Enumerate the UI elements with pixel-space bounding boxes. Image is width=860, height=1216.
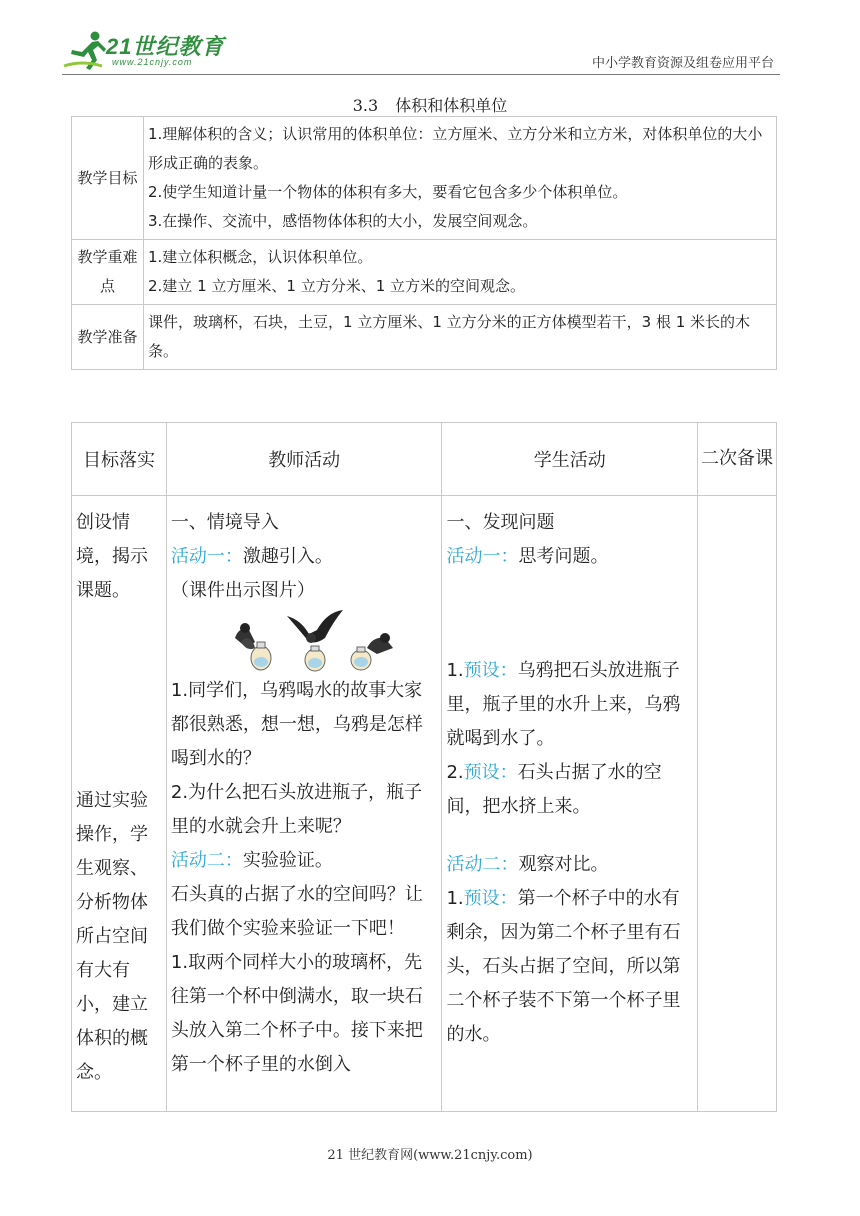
answer-tag: 预设： (463, 888, 518, 909)
paragraph-text: 1.取两个同样大小的玻璃杯，先往第一个杯中倒满水，取一块石头放入第二个杯子中。接下来把第一个杯子里的水倒入 (170, 952, 423, 1075)
info-label: 教学准备 (72, 305, 144, 370)
goal-text: 通过实验操作，学生观察、分析物体所占空间有大有小，建立体积的概念。 (76, 790, 148, 1083)
runner-icon (62, 30, 106, 72)
expected-answer (446, 756, 693, 824)
info-row-key-points (72, 240, 777, 305)
header-divider (62, 74, 780, 75)
activity-tag: 活动二： (170, 850, 243, 871)
info-label: 教学目标 (72, 117, 144, 240)
crow-drinking-image (217, 608, 417, 674)
activity-title: 观察对比。 (518, 854, 609, 875)
activity-title: 激趣引入。 (242, 546, 333, 567)
activity-line (446, 540, 693, 574)
activity-line (446, 848, 693, 882)
activity-title: 思考问题。 (518, 546, 609, 567)
goals-cell (72, 496, 167, 1112)
lesson-title (0, 93, 860, 116)
crow-illustration (171, 608, 438, 674)
activity-tag: 活动一： (170, 546, 243, 567)
activity-line (171, 844, 438, 878)
page-footer: 21 世纪教育网(www.21cnjy.com) (327, 1148, 533, 1163)
info-label: 教学重难点 (72, 240, 144, 305)
lesson-activity-table (71, 422, 777, 1112)
activity-note: （课件出示图片） (170, 580, 315, 601)
col-header-goals: 目标落实 (72, 423, 167, 496)
expected-answer (446, 654, 693, 756)
lesson-info-table (71, 116, 777, 370)
activity-tag: 活动二： (446, 854, 519, 875)
answer-number: 2. (446, 762, 464, 783)
question-text: 2.为什么把石头放进瓶子，瓶子里的水就会升上来呢？ (170, 782, 423, 837)
lesson-number: 3.3 (352, 96, 379, 115)
info-line: 2.使学生知道计量一个物体的体积有多大，要看它包含多少个体积单位。 (148, 183, 628, 201)
answer-text: 石头占据了水的空间，把水挤上来。 (446, 762, 662, 817)
info-content (144, 117, 777, 240)
page-header (0, 0, 860, 80)
table-header-row (72, 423, 777, 496)
answer-tag: 预设： (463, 762, 518, 783)
info-content (144, 305, 777, 370)
info-content (144, 240, 777, 305)
question-text: 1.同学们，乌鸦喝水的故事大家都很熟悉，想一想，乌鸦是怎样喝到水的？ (170, 680, 423, 769)
logo-text: 21世纪教育 (106, 34, 225, 59)
col-header-revision: 二次备课 (698, 423, 777, 496)
info-line: 2.建立 1 立方厘米、1 立方分米、1 立方米的空间观念。 (148, 277, 526, 295)
site-logo[interactable] (62, 30, 232, 72)
logo-url: www.21cnjy.com (112, 57, 193, 67)
info-line: 1.建立体积概念，认识体积单位。 (148, 248, 373, 266)
info-line: 3.在操作、交流中，感悟物体体积的大小，发展空间观念。 (148, 212, 538, 230)
answer-text: 第一个杯子中的水有剩余，因为第二个杯子里有石头，石头占据了空间，所以第二个杯子装不下第一个杯子里的水。 (446, 888, 681, 1045)
expected-answer (446, 882, 693, 1052)
paragraph-text: 石头真的占据了水的空间吗？让我们做个实验来验证一下吧！ (170, 884, 423, 939)
answer-number: 1. (446, 660, 464, 681)
revision-cell (698, 496, 777, 1112)
answer-text: 乌鸦把石头放进瓶子里，瓶子里的水升上来，乌鸦就喝到水了。 (446, 660, 681, 749)
col-header-teacher: 教师活动 (166, 423, 442, 496)
col-header-student: 学生活动 (442, 423, 698, 496)
section-heading: 一、情境导入 (170, 512, 279, 533)
goal-text: 创设情境，揭示课题。 (76, 512, 148, 601)
platform-name: 中小学教育资源及组卷应用平台 (591, 56, 774, 71)
student-activity-cell (442, 496, 698, 1112)
info-row-preparation (72, 305, 777, 370)
lesson-name: 体积和体积单位 (395, 96, 508, 115)
answer-tag: 预设： (463, 660, 518, 681)
info-line: 课件，玻璃杯，石块，土豆，1 立方厘米、1 立方分米的正方体模型若干，3 根 1 米长的木条。 (148, 313, 751, 360)
info-line: 1.理解体积的含义；认识常用的体积单位：立方厘米、立方分米和立方米，对体积单位的大小形成正确的表象。 (148, 125, 763, 172)
answer-number: 1. (446, 888, 464, 909)
activity-tag: 活动一： (446, 546, 519, 567)
activity-line (171, 540, 438, 574)
section-heading: 一、发现问题 (446, 512, 555, 533)
activity-title: 实验验证。 (242, 850, 333, 871)
info-row-objectives (72, 117, 777, 240)
teacher-activity-cell (166, 496, 442, 1112)
table-row (72, 496, 777, 1112)
